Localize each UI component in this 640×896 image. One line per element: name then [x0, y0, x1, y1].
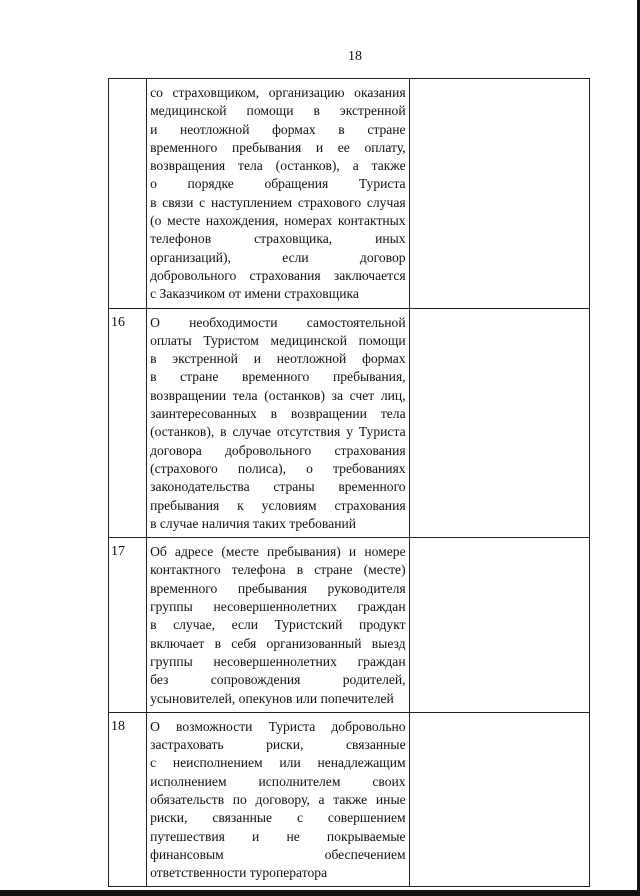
text-line: пребывания к условиям страхования [150, 497, 406, 513]
row-number: 18 [109, 712, 147, 887]
text-line: обязательств по договору, а также иные [150, 791, 406, 807]
text-line: (о месте нахождения, номерах контактных [150, 213, 406, 229]
text-line: риски, связанные с совершением [150, 810, 406, 826]
empty-cell [409, 79, 589, 309]
table-row [109, 712, 590, 887]
empty-cell [409, 308, 589, 538]
text-line: О необходимости самостоятельной [150, 314, 406, 330]
text-line: медицинской помощи в экстренной [150, 103, 406, 119]
row-text [147, 79, 410, 309]
row-text [147, 538, 410, 713]
text-line: усыновителей, опекунов или попечителей [150, 690, 394, 706]
text-line: группы несовершеннолетних граждан [150, 599, 406, 615]
text-line: группы несовершеннолетних граждан [150, 653, 406, 669]
text-line: контактного телефона в стране (месте) [150, 562, 406, 578]
text-line: временного пребывания и ее оплату, [150, 139, 406, 155]
text-line: о порядке обращения Туриста [150, 176, 406, 192]
text-line: Об адресе (месте пребывания) и номере [150, 544, 406, 560]
text-line: исполнением исполнителем своих [150, 773, 406, 789]
text-line: ответственности туроператора [150, 865, 328, 881]
text-line: в стране временного пребывания, [150, 369, 406, 385]
text-line: законодательства страны временного [150, 479, 406, 495]
text-line: (останков), в случае отсутствия у Туриста [150, 424, 406, 440]
row-text [147, 308, 410, 538]
text-line: (страхового полиса), о требованиях [150, 460, 406, 476]
text-line: заинтересованных в возвращении тела [150, 406, 406, 422]
empty-cell [409, 712, 589, 887]
empty-cell [409, 538, 589, 713]
page-number: 18 [348, 49, 362, 64]
text-line: телефонов страховщика, иных [150, 231, 406, 247]
row-text [147, 712, 410, 887]
table-body [109, 79, 590, 887]
text-line: без сопровождения родителей, [150, 672, 406, 688]
text-line: путешествия и не покрываемые [150, 828, 406, 844]
text-line: возвращении тела (останков) за счет лиц, [150, 387, 406, 403]
text-line: в связи с наступлением страхового случая [150, 194, 406, 210]
text-line: возвращения тела (останков), а также [150, 158, 406, 174]
text-line: добровольного страхования заключается [150, 267, 406, 283]
scan-edge-bottom [0, 890, 640, 896]
text-line: организаций), если договор [150, 249, 406, 265]
text-line: со страховщиком, организацию оказания [150, 85, 406, 100]
row-number [109, 79, 147, 309]
requirements-table [108, 78, 590, 887]
text-line: в экстренной и неотложной формах [150, 351, 406, 367]
text-line: оплаты Туристом медицинской помощи [150, 332, 406, 348]
text-line: в случае, если Туристский продукт [150, 617, 406, 633]
text-line: с неисполнением или ненадлежащим [150, 755, 406, 771]
table-row [109, 79, 590, 309]
table-row [109, 538, 590, 713]
table-row [109, 308, 590, 538]
text-line: и неотложной формах в стране [150, 121, 406, 137]
text-line: финансовым обеспечением [150, 846, 406, 862]
text-line: в случае наличия таких требований [150, 515, 357, 531]
row-number: 16 [109, 308, 147, 538]
text-line: с Заказчиком от имени страховщика [150, 286, 359, 302]
text-line: включает в себя организованный выезд [150, 635, 406, 651]
text-line: договора добровольного страхования [150, 442, 406, 458]
row-number: 17 [109, 538, 147, 713]
text-line: временного пребывания руководителя [150, 580, 406, 596]
text-line: застраховать риски, связанные [150, 737, 406, 753]
text-line: О возможности Туриста добровольно [150, 718, 406, 734]
